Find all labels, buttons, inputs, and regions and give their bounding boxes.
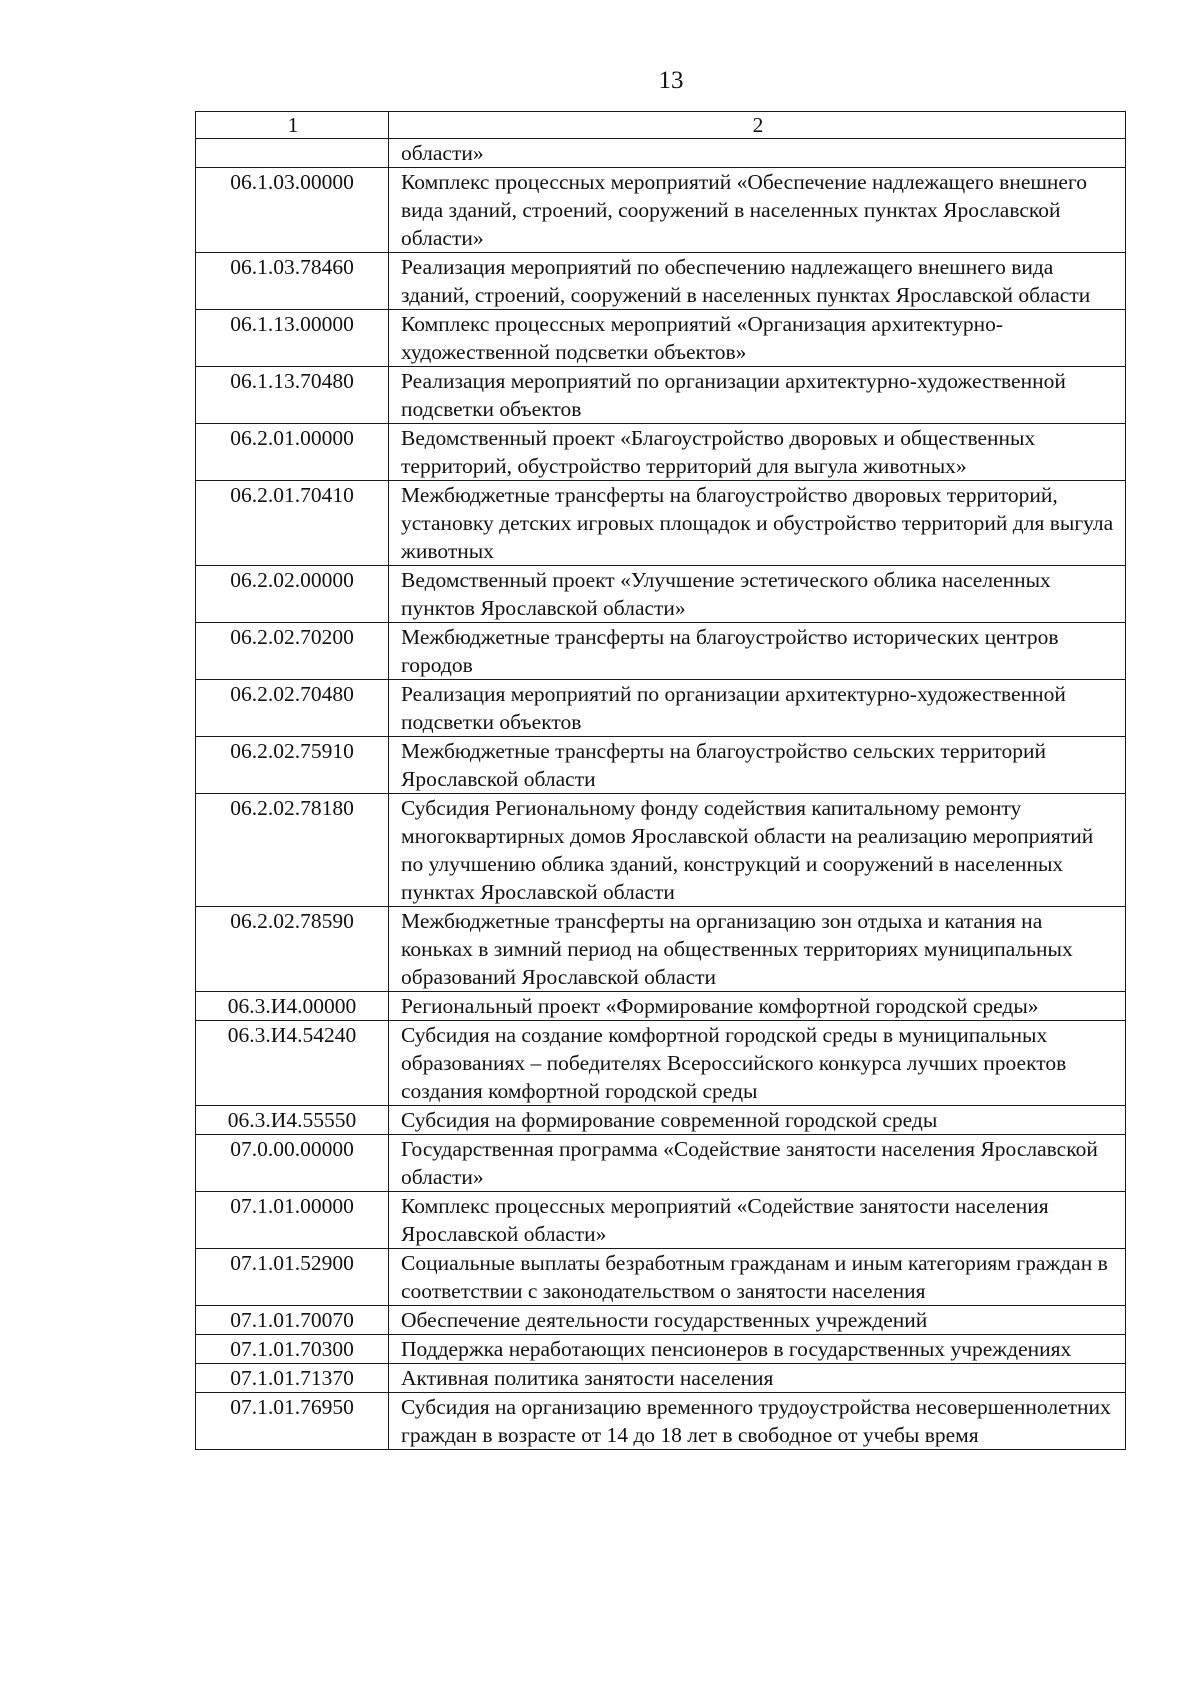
row-name-cell: Реализация мероприятий по обеспечению надлежащего внешнего вида зданий, строений, сооружений в населенных пунктах Ярославской области [389,253,1126,310]
table-row [196,1021,1126,1106]
table-row [196,310,1126,367]
table-row [196,139,1126,168]
table-row [196,1335,1126,1364]
row-code-cell: 07.1.01.70070 [196,1306,389,1335]
table-row [196,1106,1126,1135]
row-code-cell: 06.2.02.00000 [196,566,389,623]
table-row [196,1393,1126,1450]
row-name-cell: Межбюджетные трансферты на благоустройство исторических центров городов [389,623,1126,680]
row-name-cell: Активная политика занятости населения [389,1364,1126,1393]
row-name-cell: Региональный проект «Формирование комфортной городской среды» [389,992,1126,1021]
row-code-cell [196,139,389,168]
table-row [196,623,1126,680]
row-code-cell: 06.1.03.78460 [196,253,389,310]
row-code-cell: 07.1.01.70300 [196,1335,389,1364]
row-code-cell: 07.1.01.00000 [196,1192,389,1249]
table-row [196,424,1126,481]
row-name-cell: Субсидия Региональному фонду содействия капитальному ремонту многоквартирных домов Ярославской области на реализацию мероприятий по улучшению облика зданий, конструкций и сооружений в населенных пунктах Ярославской области [389,794,1126,907]
table-row [196,1306,1126,1335]
row-code-cell: 07.1.01.71370 [196,1364,389,1393]
row-name-cell: Межбюджетные трансферты на благоустройство дворовых территорий, установку детских игровых площадок и обустройство территорий для выгула животных [389,481,1126,566]
table-row [196,566,1126,623]
table-row [196,1364,1126,1393]
row-name-cell: Субсидия на создание комфортной городской среды в муниципальных образованиях – победителях Всероссийского конкурса лучших проектов создания комфортной городской среды [389,1021,1126,1106]
row-code-cell: 07.0.00.00000 [196,1135,389,1192]
row-name-cell: области» [389,139,1126,168]
table-row [196,481,1126,566]
row-name-cell: Ведомственный проект «Улучшение эстетического облика населенных пунктов Ярославской области» [389,566,1126,623]
row-code-cell: 06.3.И4.55550 [196,1106,389,1135]
budget-classification-table [195,111,1126,1450]
table-row [196,1249,1126,1306]
row-name-cell: Обеспечение деятельности государственных учреждений [389,1306,1126,1335]
row-code-cell: 07.1.01.52900 [196,1249,389,1306]
row-name-cell: Реализация мероприятий по организации архитектурно-художественной подсветки объектов [389,680,1126,737]
row-code-cell: 06.2.02.78180 [196,794,389,907]
page-number: 13 [658,67,684,94]
row-name-cell: Межбюджетные трансферты на благоустройство сельских территорий Ярославской области [389,737,1126,794]
row-code-cell: 06.2.01.70410 [196,481,389,566]
table-row [196,168,1126,253]
row-code-cell: 06.1.03.00000 [196,168,389,253]
row-name-cell: Ведомственный проект «Благоустройство дворовых и общественных территорий, обустройство территорий для выгула животных» [389,424,1126,481]
row-code-cell: 06.2.02.70200 [196,623,389,680]
row-code-cell: 06.1.13.70480 [196,367,389,424]
table-header-row [196,112,1126,139]
row-code-cell: 07.1.01.76950 [196,1393,389,1450]
column-header-code: 1 [196,112,389,139]
row-name-cell: Социальные выплаты безработным гражданам и иным категориям граждан в соответствии с законодательством о занятости населения [389,1249,1126,1306]
table-row [196,737,1126,794]
row-code-cell: 06.3.И4.00000 [196,992,389,1021]
row-name-cell: Субсидия на организацию временного трудоустройства несовершеннолетних граждан в возрасте от 14 до 18 лет в свободное от учебы время [389,1393,1126,1450]
row-name-cell: Субсидия на формирование современной городской среды [389,1106,1126,1135]
row-code-cell: 06.2.02.70480 [196,680,389,737]
table-body [196,112,1126,1450]
table-row [196,992,1126,1021]
table-row [196,253,1126,310]
row-name-cell: Поддержка неработающих пенсионеров в государственных учреждениях [389,1335,1126,1364]
table-row [196,794,1126,907]
row-code-cell: 06.2.01.00000 [196,424,389,481]
row-name-cell: Межбюджетные трансферты на организацию зон отдыха и катания на коньках в зимний период на общественных территориях муниципальных образований Ярославской области [389,907,1126,992]
table-row [196,1135,1126,1192]
table-row [196,1192,1126,1249]
column-header-name: 2 [389,112,1126,139]
table-row [196,367,1126,424]
row-code-cell: 06.2.02.75910 [196,737,389,794]
row-name-cell: Комплекс процессных мероприятий «Обеспечение надлежащего внешнего вида зданий, строений, сооружений в населенных пунктах Ярославской области» [389,168,1126,253]
table-row [196,680,1126,737]
row-name-cell: Комплекс процессных мероприятий «Содействие занятости населения Ярославской области» [389,1192,1126,1249]
table-row [196,907,1126,992]
row-code-cell: 06.3.И4.54240 [196,1021,389,1106]
row-code-cell: 06.2.02.78590 [196,907,389,992]
row-name-cell: Государственная программа «Содействие занятости населения Ярославской области» [389,1135,1126,1192]
row-code-cell: 06.1.13.00000 [196,310,389,367]
row-name-cell: Реализация мероприятий по организации архитектурно-художественной подсветки объектов [389,367,1126,424]
row-name-cell: Комплекс процессных мероприятий «Организация архитектурно-художественной подсветки объектов» [389,310,1126,367]
